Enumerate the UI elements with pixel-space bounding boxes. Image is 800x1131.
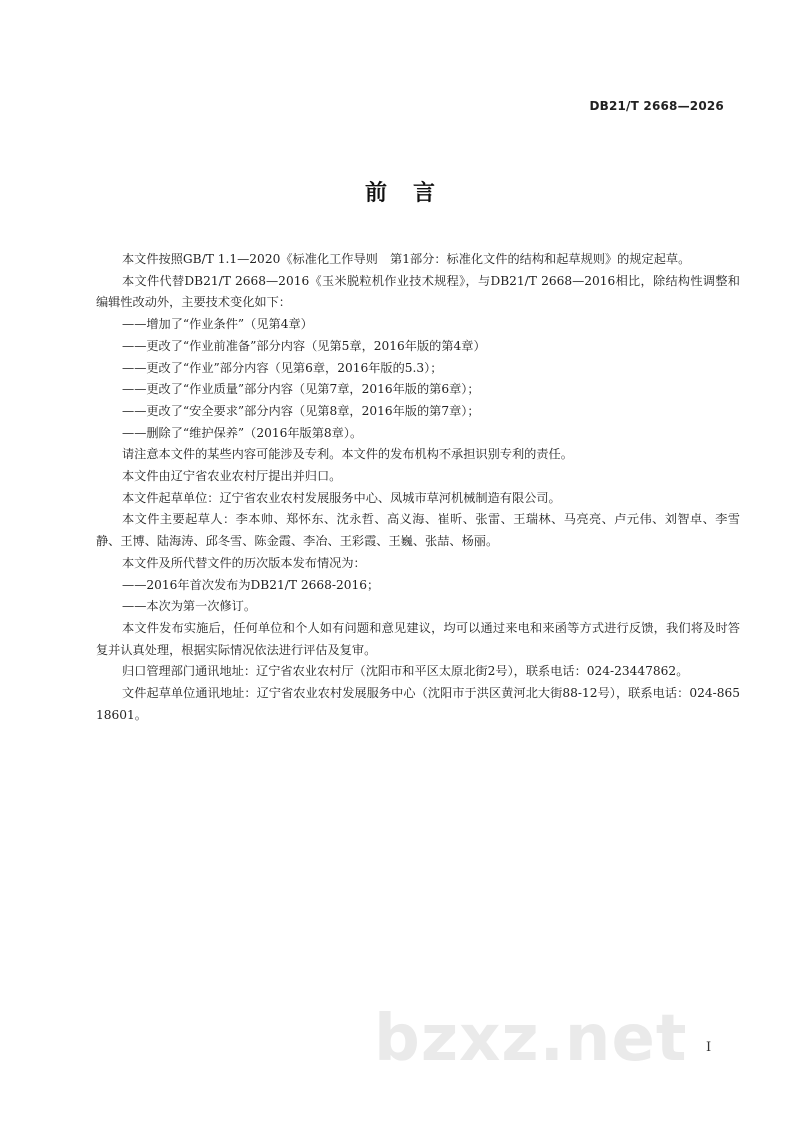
paragraph-authority-address: 归口管理部门通讯地址：辽宁省农业农村厅（沈阳市和平区太原北街2号），联系电话：024-23447862。 xyxy=(122,664,689,679)
change-item: ——增加了“作业条件”（见第4章） xyxy=(122,317,313,332)
change-item: ——更改了“安全要求”部分内容（见第8章，2016年版的第7章）； xyxy=(122,403,480,418)
version-item: ——本次为第一次修订。 xyxy=(122,599,257,614)
watermark: bzxz.net xyxy=(374,1002,688,1076)
page-number: I xyxy=(706,1040,712,1055)
paragraph-replacement-notice: 本文件代替DB21/T 2668—2016《玉米脱粒机作业技术规程》，与DB21/T 2668—2016相比，除结构性调整和编辑性改动外，主要技术变化如下： xyxy=(96,273,740,310)
document-number: DB21/T 2668—2026 xyxy=(589,99,724,113)
paragraph-drafter-address: 文件起草单位通讯地址：辽宁省农业农村发展服务中心（沈阳市于洪区黄河北大街88-12号），联系电话：024-86518601。 xyxy=(96,686,740,722)
paragraph-drafting-rules: 本文件按照GB/T 1.1—2020《标准化工作导则 第1部分：标准化文件的结构和起草规则》的规定起草。 xyxy=(122,252,691,266)
change-item: ——删除了“维护保养”（2016年版第8章）。 xyxy=(122,425,363,440)
paragraph-drafters: 本文件主要起草人：李本帅、郑怀东、沈永哲、高义海、崔昕、张雷、王瑞林、马亮亮、卢元伟、刘智卓、李雪静、王博、陆海涛、邱冬雪、陈金霞、李冶、王彩霞、王巍、张喆、杨丽。 xyxy=(96,512,740,549)
change-item: ——更改了“作业前准备”部分内容（见第5章，2016年版的第4章） xyxy=(122,338,486,353)
change-item: ——更改了“作业质量”部分内容（见第7章，2016年版的第6章）； xyxy=(122,382,480,397)
paragraph-patent-notice: 请注意本文件的某些内容可能涉及专利。本文件的发布机构不承担识别专利的责任。 xyxy=(122,447,573,462)
paragraph-drafting-units: 本文件起草单位：辽宁省农业农村发展服务中心、凤城市草河机械制造有限公司。 xyxy=(122,490,561,505)
change-item: ——更改了“作业”部分内容（见第6章，2016年版的5.3）； xyxy=(122,360,443,375)
paragraph-feedback: 本文件发布实施后，任何单位和个人如有问题和意见建议，均可以通过来电和来函等方式进行反馈，我们将及时答复并认真处理，根据实际情况依法进行评估及复审。 xyxy=(96,620,740,657)
paragraph-proposer: 本文件由辽宁省农业农村厅提出并归口。 xyxy=(122,469,342,484)
version-item: ——2016年首次发布为DB21/T 2668-2016； xyxy=(122,577,380,592)
page-title: 前言 xyxy=(364,181,461,206)
foreword-body xyxy=(96,249,740,726)
paragraph-version-history: 本文件及所代替文件的历次版本发布情况为： xyxy=(122,555,366,570)
